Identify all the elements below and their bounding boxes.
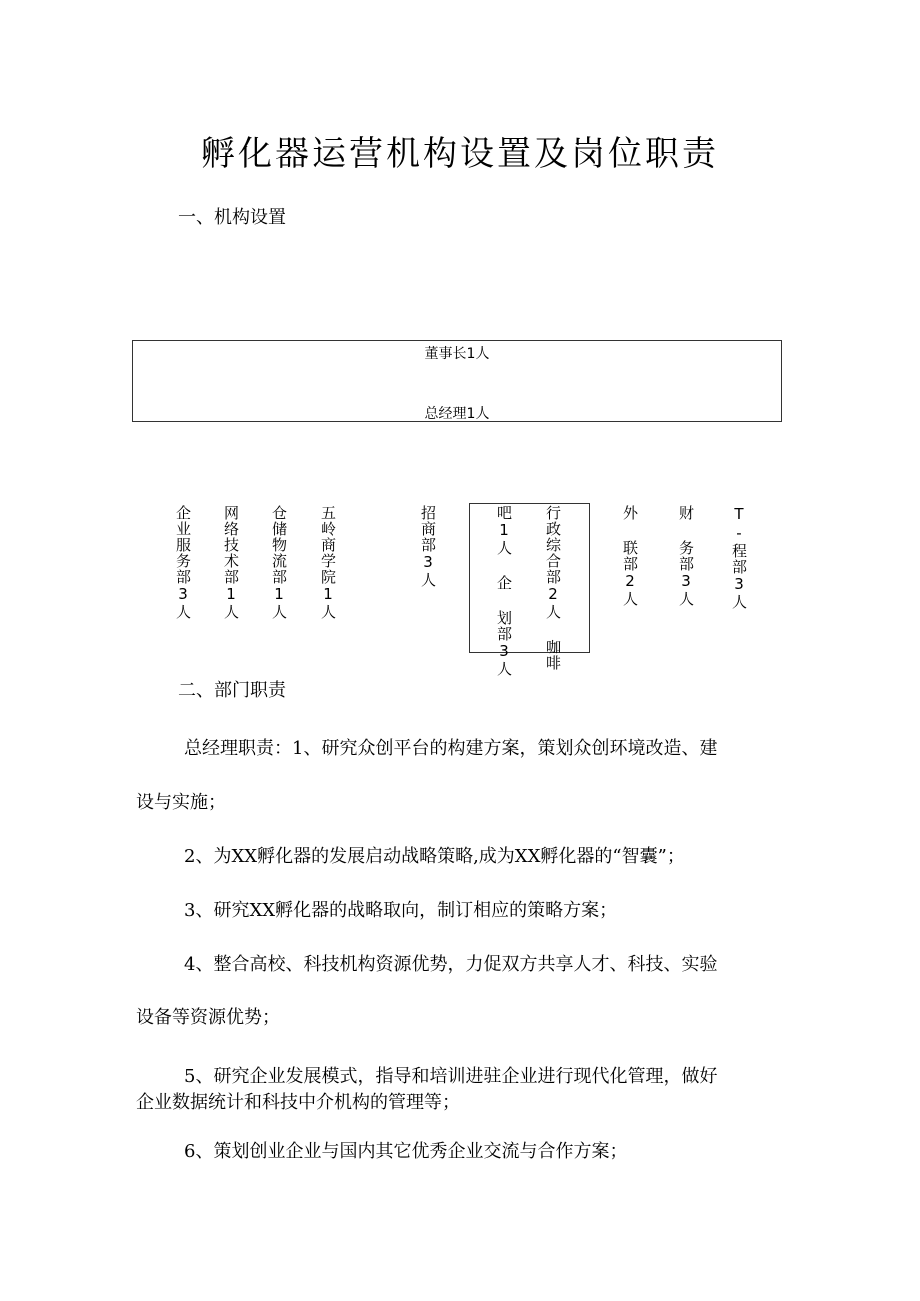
duty-line: 3、研究XX孵化器的战略取向，制订相应的策略方案；	[184, 900, 618, 921]
section-heading-structure: 一、机构设置	[178, 207, 286, 228]
section-heading-duties: 二、部门职责	[178, 680, 286, 701]
dept-admin-general: 行政综合部2人 咖啡	[544, 505, 562, 671]
admin-cafe-box	[469, 503, 590, 653]
dept-cafe-planning: 吧1人 企 划部3人	[495, 505, 513, 677]
dept-investment-promotion: 招商部3人	[419, 505, 437, 588]
dept-network-tech: 网络技术部1人	[222, 505, 240, 620]
duty-line: 设与实施；	[136, 792, 226, 813]
dept-external-relations: 外 联部2人	[621, 505, 639, 607]
dept-engineering: T-程部3人	[730, 505, 748, 610]
duty-line: 总经理职责：1、研究众创平台的构建方案，策划众创环境改造、建	[184, 738, 718, 759]
dept-enterprise-service: 企业服务部3人	[174, 505, 192, 620]
chairman-label: 董事长1人	[424, 346, 490, 362]
dept-warehouse-logistics: 仓储物流部1人	[270, 505, 288, 620]
duty-line: 4、整合高校、科技机构资源优势，力促双方共享人才、科技、实验	[184, 954, 718, 975]
duty-line: 5、研究企业发展模式，指导和培训进驻企业进行现代化管理，做好	[184, 1066, 718, 1087]
duty-line: 2、为XX孵化器的发展启动战略策略,成为XX孵化器的“智囊”；	[184, 846, 685, 867]
dept-business-school: 五岭商学院1人	[319, 505, 337, 620]
general-manager-label: 总经理1人	[424, 406, 490, 422]
page-title: 孵化器运营机构设置及岗位职责	[201, 134, 719, 174]
duty-line: 企业数据统计和科技中介机构的管理等；	[136, 1092, 460, 1113]
duty-line: 6、策划创业企业与国内其它优秀企业交流与合作方案；	[184, 1141, 628, 1162]
leadership-box	[132, 340, 782, 422]
dept-finance: 财 务部3人	[677, 505, 695, 607]
duty-line: 设备等资源优势；	[136, 1007, 280, 1028]
